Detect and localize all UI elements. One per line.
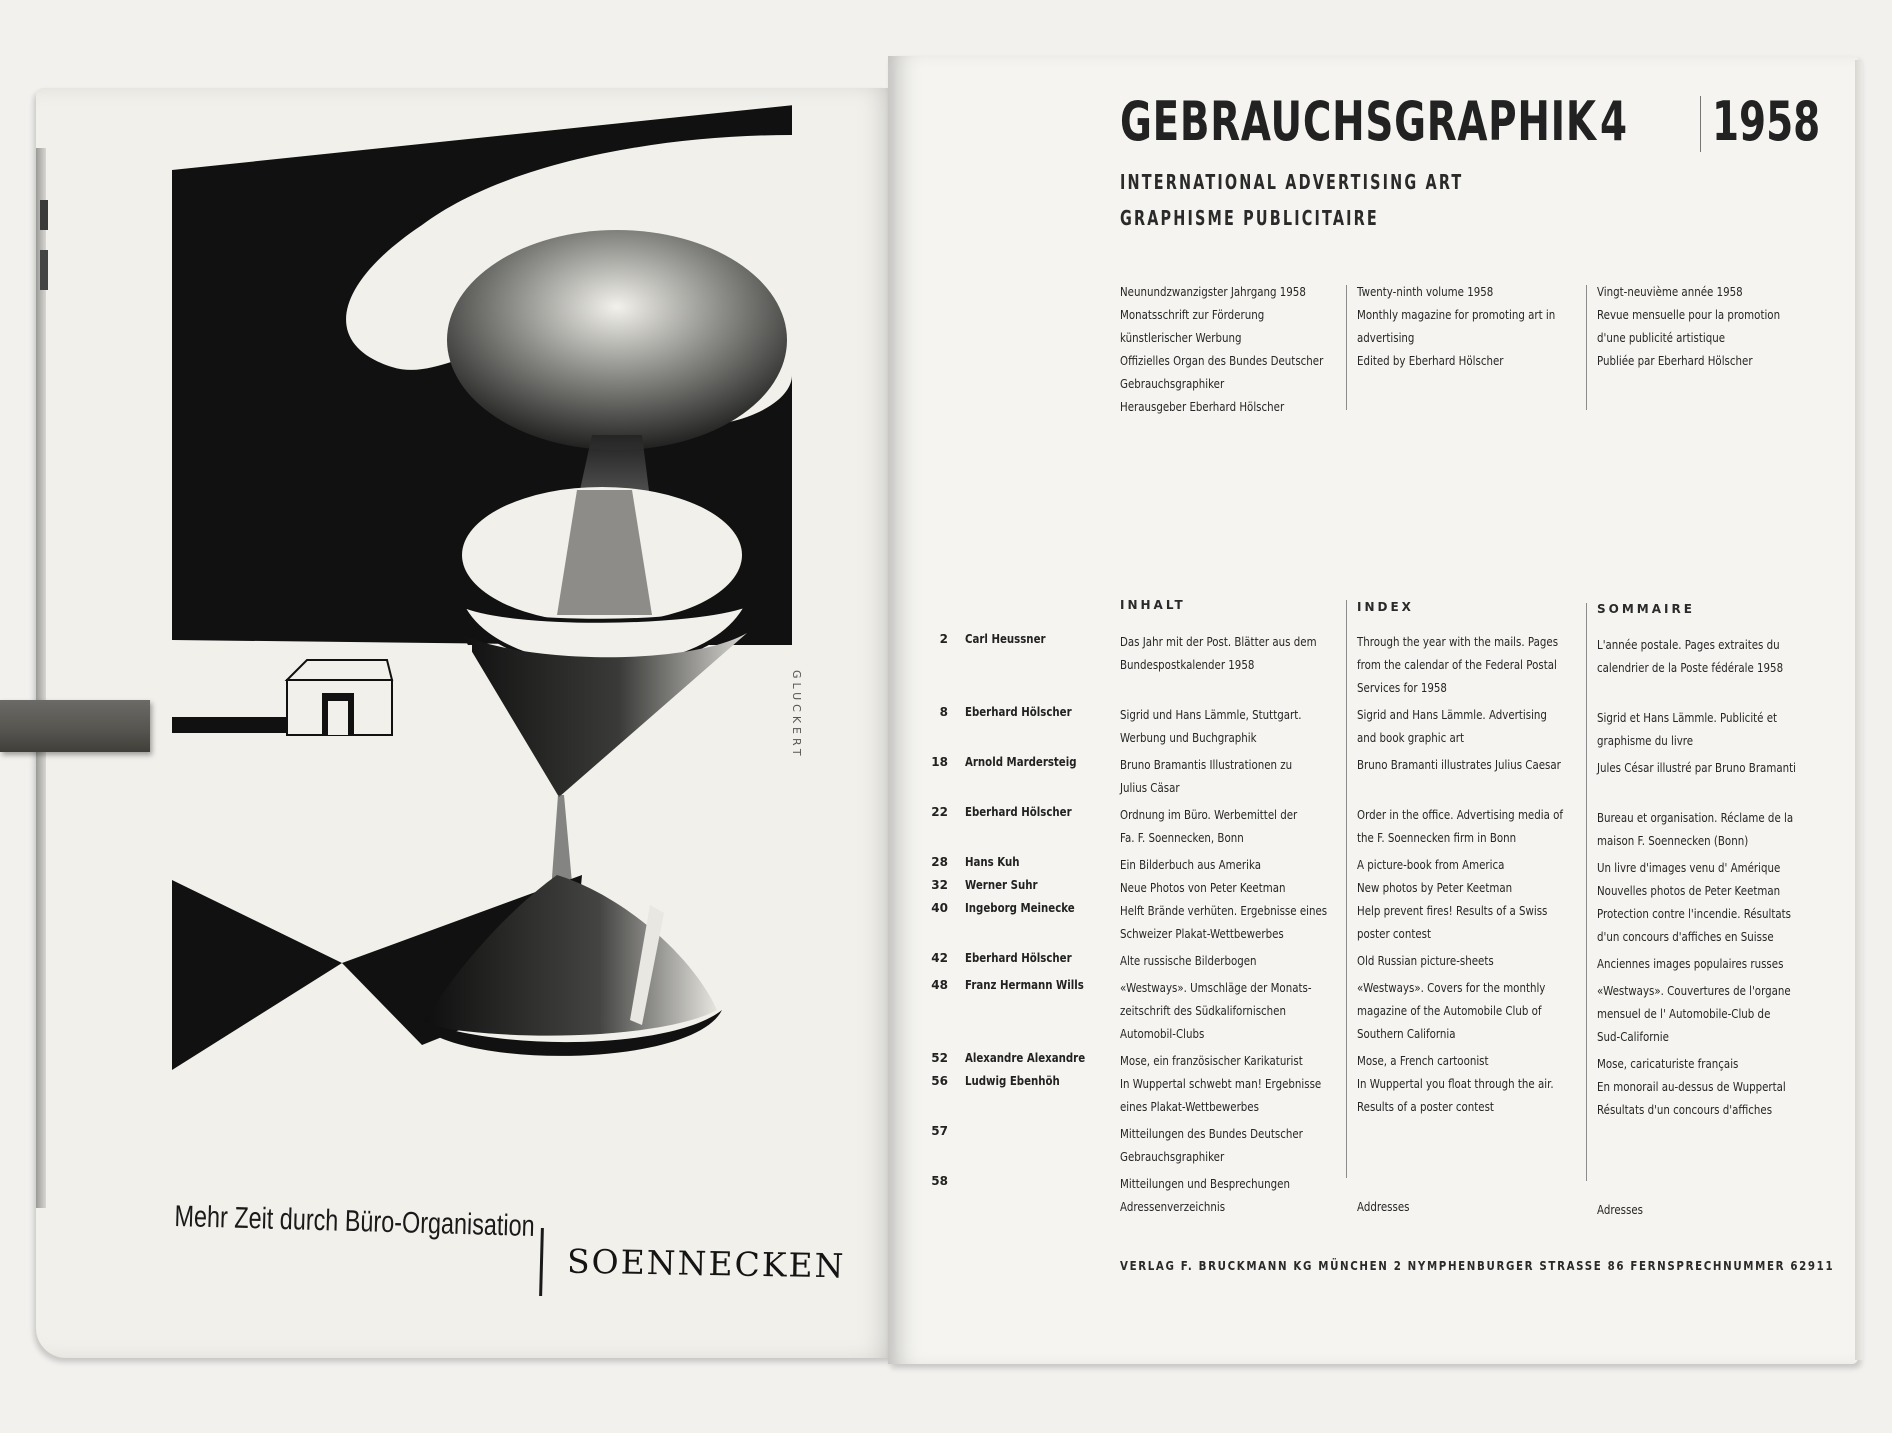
top-sand-dome xyxy=(447,230,787,450)
subtitle-en-text: INTERNATIONAL ADVERTISING ART xyxy=(1120,170,1464,194)
toc-page-number: 57 xyxy=(931,1124,948,1138)
toc-entry-en: Through the year with the mails. Pages xyxy=(1357,634,1559,649)
info-line: d'une publicité artistique xyxy=(1597,330,1726,345)
page-edge-shadow xyxy=(36,148,46,1208)
info-line: Edited by Eberhard Hölscher xyxy=(1357,353,1504,368)
toc-author: Franz Hermann Wills xyxy=(965,978,1084,992)
toc-entry-fr: Mose, caricaturiste français xyxy=(1597,1056,1739,1071)
toc-entry-de: Neue Photos von Peter Keetman xyxy=(1120,880,1286,895)
toc-entry-de: Fa. F. Soennecken, Bonn xyxy=(1120,830,1244,845)
info-line: Neunundzwanzigster Jahrgang 1958 xyxy=(1120,284,1306,299)
toc-page-number: 48 xyxy=(931,978,948,992)
column-rule xyxy=(1346,285,1347,410)
subtitle-fr-text: GRAPHISME PUBLICITAIRE xyxy=(1120,206,1379,230)
section-header-sommaire: SOMMAIRE xyxy=(1597,602,1695,616)
issue-text: 4 xyxy=(1600,90,1628,153)
toc-author: Eberhard Hölscher xyxy=(965,805,1072,819)
title-text: GEBRAUCHSGRAPHIK xyxy=(1120,90,1597,153)
info-line: Revue mensuelle pour la promotion xyxy=(1597,307,1781,322)
toc-page-number: 56 xyxy=(931,1074,948,1088)
toc-entry-de: Adressenverzeichnis xyxy=(1120,1199,1226,1214)
issue-year xyxy=(1712,90,1862,153)
bowtie-left xyxy=(172,880,342,1070)
toc-entry-de: Mose, ein französischer Karikaturist xyxy=(1120,1053,1303,1068)
toc-entry-de: Bundespostkalender 1958 xyxy=(1120,657,1255,672)
info-column-fr xyxy=(1597,280,1820,372)
toc-entry-de: Julius Cäsar xyxy=(1120,780,1180,795)
toc-author: Carl Heussner xyxy=(965,632,1046,646)
toc-entry-fr: Résultats d'un concours d'affiches xyxy=(1597,1102,1773,1117)
toc-entry-en: New photos by Peter Keetman xyxy=(1357,880,1513,895)
toc-entry-de: Schweizer Plakat-Wettbewerbes xyxy=(1120,926,1284,941)
year-text: 1958 xyxy=(1712,90,1821,153)
artist-signature: GLUCKERT xyxy=(790,670,803,760)
info-line: Gebrauchsgraphiker xyxy=(1120,376,1225,391)
toc-entry-fr: L'année postale. Pages extraites du xyxy=(1597,637,1780,652)
toc-entry-de: In Wuppertal schwebt man! Ergebnisse xyxy=(1120,1076,1322,1091)
subtitle-en xyxy=(1120,170,1597,194)
info-line: Offizielles Organ des Bundes Deutscher xyxy=(1120,353,1324,368)
ad-brand: SOENNECKEN xyxy=(566,1241,846,1286)
hourglass-cone xyxy=(462,633,747,797)
toc-author: Arnold Mardersteig xyxy=(965,755,1077,769)
toc-entry-de: Werbung und Buchgraphik xyxy=(1120,730,1257,745)
desk-drawing xyxy=(287,660,392,735)
toc-page-number: 40 xyxy=(931,901,948,915)
title-divider xyxy=(1700,96,1701,152)
toc-entry-en: Bruno Bramanti illustrates Julius Caesar xyxy=(1357,757,1561,772)
info-line: Monthly magazine for promoting art in xyxy=(1357,307,1556,322)
toc-entry-en: «Westways». Covers for the monthly xyxy=(1357,980,1546,995)
toc-entry-fr: graphisme du livre xyxy=(1597,733,1694,748)
toc-page-number: 52 xyxy=(931,1051,948,1065)
ad-slogan: Mehr Zeit durch Büro-Organisation xyxy=(174,1200,536,1244)
toc-entry-de: Das Jahr mit der Post. Blätter aus dem xyxy=(1120,634,1317,649)
toc-entry-de: Helft Brände verhüten. Ergebnisse eines xyxy=(1120,903,1328,918)
column-rule xyxy=(1586,285,1587,410)
info-line: Herausgeber Eberhard Hölscher xyxy=(1120,399,1285,414)
toc-page-number: 58 xyxy=(931,1174,948,1188)
toc-entry-en: Old Russian picture-sheets xyxy=(1357,953,1494,968)
toc-entry-fr: Sigrid et Hans Lämmle. Publicité et xyxy=(1597,710,1778,725)
toc-entry-en: Southern California xyxy=(1357,1026,1456,1041)
info-column-de xyxy=(1120,280,1368,418)
toc-entry-en: Order in the office. Advertising media of xyxy=(1357,807,1564,822)
column-rule xyxy=(1346,600,1347,1178)
toc-entry-fr: Bureau et organisation. Réclame de la xyxy=(1597,810,1794,825)
toc-entry-en: Results of a poster contest xyxy=(1357,1099,1494,1114)
toc-page-number: 32 xyxy=(931,878,948,892)
toc-entry-en: A picture-book from America xyxy=(1357,857,1505,872)
toc-entry-de: Alte russische Bilderbogen xyxy=(1120,953,1257,968)
toc-entry-fr: Sud-Californie xyxy=(1597,1029,1669,1044)
hourglass-illustration xyxy=(172,105,792,1095)
info-line: Vingt-neuvième année 1958 xyxy=(1597,284,1743,299)
subtitle-fr xyxy=(1120,206,1480,230)
toc-entry-fr: maison F. Soennecken (Bonn) xyxy=(1597,833,1749,848)
toc-entry-en: poster contest xyxy=(1357,926,1432,941)
toc-entry-de: Bruno Bramantis Illustrationen zu xyxy=(1120,757,1293,772)
toc-entry-en: Addresses xyxy=(1357,1199,1410,1214)
info-line: advertising xyxy=(1357,330,1415,345)
toc-author: Hans Kuh xyxy=(965,855,1020,869)
toc-entry-de: Ordnung im Büro. Werbemittel der xyxy=(1120,807,1298,822)
publisher-line: VERLAG F. BRUCKMANN KG MÜNCHEN 2 NYMPHENBURGER STRASSE 86 FERNSPRECHNUMMER 62911 xyxy=(1120,1258,1835,1273)
toc-entry-de: zeitschrift des Südkalifornischen xyxy=(1120,1003,1286,1018)
info-line: Twenty-ninth volume 1958 xyxy=(1357,284,1494,299)
toc-author: Ingeborg Meinecke xyxy=(965,901,1075,915)
toc-entry-fr: Nouvelles photos de Peter Keetman xyxy=(1597,883,1781,898)
toc-page-number: 18 xyxy=(931,755,948,769)
toc-entry-en: In Wuppertal you float through the air. xyxy=(1357,1076,1554,1091)
edge-mark xyxy=(40,200,48,230)
page-edge xyxy=(1855,60,1863,1360)
toc-entry-fr: calendrier de la Poste fédérale 1958 xyxy=(1597,660,1784,675)
toc-page-number: 42 xyxy=(931,951,948,965)
info-line: Monatsschrift zur Förderung xyxy=(1120,307,1265,322)
toc-entry-en: and book graphic art xyxy=(1357,730,1465,745)
toc-entry-en: Sigrid and Hans Lämmle. Advertising xyxy=(1357,707,1547,722)
section-header-inhalt: INHALT xyxy=(1120,598,1186,612)
toc-entry-de: Ein Bilderbuch aus Amerika xyxy=(1120,857,1262,872)
section-header-index: INDEX xyxy=(1357,600,1414,614)
toc-entry-fr: Anciennes images populaires russes xyxy=(1597,956,1784,971)
toc-entry-de: eines Plakat-Wettbewerbes xyxy=(1120,1099,1259,1114)
toc-author: Eberhard Hölscher xyxy=(965,705,1072,719)
toc-entry-de: Gebrauchsgraphiker xyxy=(1120,1149,1225,1164)
toc-entry-en: from the calendar of the Federal Postal xyxy=(1357,657,1557,672)
toc-entry-fr: «Westways». Couvertures de l'organe xyxy=(1597,983,1791,998)
toc-entry-de: Sigrid und Hans Lämmle, Stuttgart. xyxy=(1120,707,1302,722)
toc-entry-en: magazine of the Automobile Club of xyxy=(1357,1003,1542,1018)
toc-entry-de: Mitteilungen des Bundes Deutscher xyxy=(1120,1126,1303,1141)
magazine-title xyxy=(1120,90,1782,153)
edge-mark xyxy=(40,250,48,290)
toc-author: Alexandre Alexandre xyxy=(965,1051,1086,1065)
bookmark-strip xyxy=(0,700,150,752)
toc-page-number: 2 xyxy=(939,632,948,646)
info-line: Publiée par Eberhard Hölscher xyxy=(1597,353,1753,368)
toc-entry-fr: d'un concours d'affiches en Suisse xyxy=(1597,929,1774,944)
toc-entry-fr: mensuel de l' Automobile-Club de xyxy=(1597,1006,1771,1021)
info-column-en xyxy=(1357,280,1599,372)
toc-author: Ludwig Ebenhöh xyxy=(965,1074,1060,1088)
toc-page-number: 28 xyxy=(931,855,948,869)
toc-author: Werner Suhr xyxy=(965,878,1038,892)
toc-entry-fr: Adresses xyxy=(1597,1202,1643,1217)
toc-entry-fr: En monorail au-dessus de Wuppertal xyxy=(1597,1079,1786,1094)
toc-entry-fr: Jules César illustré par Bruno Bramanti xyxy=(1597,760,1796,775)
toc-entry-en: Services for 1958 xyxy=(1357,680,1447,695)
toc-page-number: 22 xyxy=(931,805,948,819)
toc-entry-fr: Protection contre l'incendie. Résultats xyxy=(1597,906,1792,921)
toc-author: Eberhard Hölscher xyxy=(965,951,1072,965)
toc-entry-de: «Westways». Umschläge der Monats- xyxy=(1120,980,1312,995)
issue-number xyxy=(1600,90,1638,153)
toc-entry-de: Automobil-Clubs xyxy=(1120,1026,1205,1041)
toc-entry-fr: Un livre d'images venu d' Amérique xyxy=(1597,860,1781,875)
info-line: künstlerischer Werbung xyxy=(1120,330,1242,345)
toc-entry-de: Mitteilungen und Besprechungen xyxy=(1120,1176,1290,1191)
column-rule xyxy=(1586,603,1587,1181)
toc-page-number: 8 xyxy=(939,705,948,719)
toc-entry-en: the F. Soennecken firm in Bonn xyxy=(1357,830,1517,845)
toc-entry-en: Mose, a French cartoonist xyxy=(1357,1053,1489,1068)
toc-entry-en: Help prevent fires! Results of a Swiss xyxy=(1357,903,1548,918)
